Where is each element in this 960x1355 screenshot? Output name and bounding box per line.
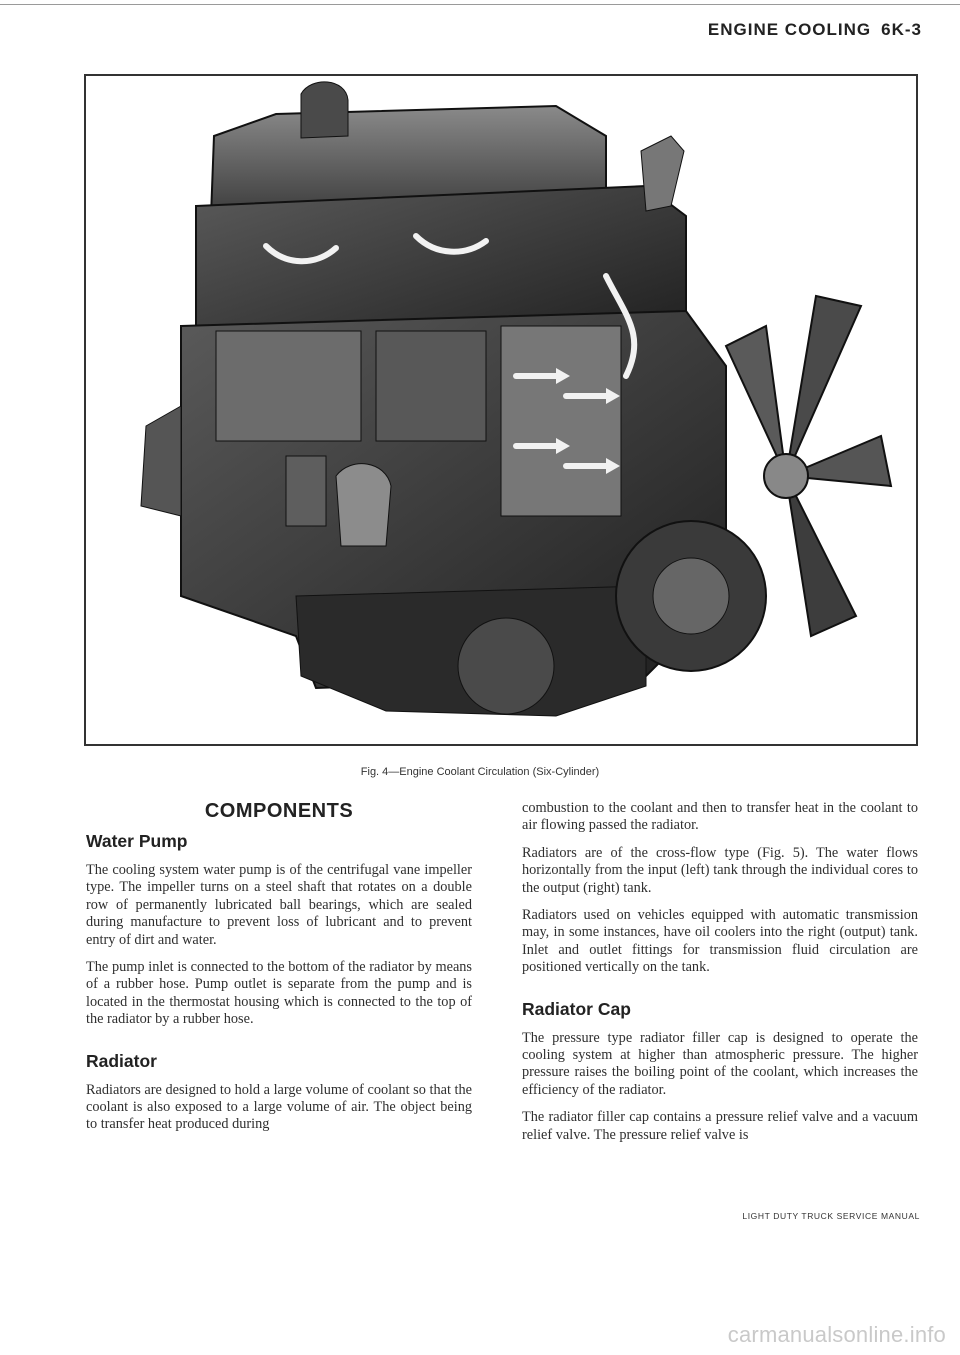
header-title: ENGINE COOLING: [707, 20, 872, 39]
radiator-cap-heading: Radiator Cap: [522, 998, 631, 1019]
radiator-paragraph-1-end: combustion to the coolant and then to transfer heat in the coolant to air flowing passed the radiator.: [522, 800, 918, 834]
watermark: carmanualsonline.info: [727, 1322, 946, 1347]
radiator-paragraph-1-start: Radiators are designed to hold a large volume of coolant so that the coolant is also exposed to a large volume of air. The object being to transfer heat produced during: [86, 1081, 472, 1133]
radiator-paragraph-3: Radiators used on vehicles equipped with automatic transmission may, in some instances, have oil coolers into the right (output) tank. Inlet and outlet fittings for transmission fluid circulation are positioned vertically on the tank.: [522, 907, 918, 976]
radiator-paragraph-2: Radiators are of the cross-flow type (Fig. 5). The water flows horizontally from the input (left) tank through the individual cores to the output (right) tank.: [522, 844, 918, 896]
top-rule: [0, 4, 960, 5]
water-pump-paragraph-2: The pump inlet is connected to the bottom of the radiator by means of a rubber hose. Pump outlet is separate from the pump and is located in the thermostat housing which is connected to the top of the radiator by a rubber hose.: [86, 959, 472, 1028]
figure-engine-illustration: [84, 74, 918, 746]
radiator-cap-paragraph-1: The pressure type radiator filler cap is designed to operate the cooling system at higher than atmospheric pressure. The higher pressure raises the boiling point of the coolant, which increases the efficiency of the radiator.: [522, 1029, 918, 1098]
figure-caption: Fig. 4—Engine Coolant Circulation (Six-Cylinder): [360, 766, 600, 778]
page-header: [708, 20, 922, 40]
water-pump-paragraph-1: The cooling system water pump is of the centrifugal vane impeller type. The impeller turns on a steel shaft that rotates on a double row of permanently lubricated ball bearings, which are sealed during manufacture to prevent loss of lubricant and to prevent entry of dirt and water.: [86, 862, 472, 948]
right-column: [522, 800, 918, 1154]
components-title: COMPONENTS: [204, 800, 354, 822]
radiator-cap-paragraph-2: The radiator filler cap contains a pressure relief valve and a vacuum relief valve. The pressure relief valve is: [522, 1109, 918, 1143]
water-pump-heading: Water Pump: [86, 831, 188, 851]
engine-cutaway-illustration: [86, 76, 916, 744]
radiator-heading: Radiator: [86, 1050, 157, 1071]
left-column: [86, 800, 472, 1144]
footer-manual-title: LIGHT DUTY TRUCK SERVICE MANUAL: [742, 1211, 920, 1221]
header-section-number: 6K-3: [881, 20, 922, 39]
